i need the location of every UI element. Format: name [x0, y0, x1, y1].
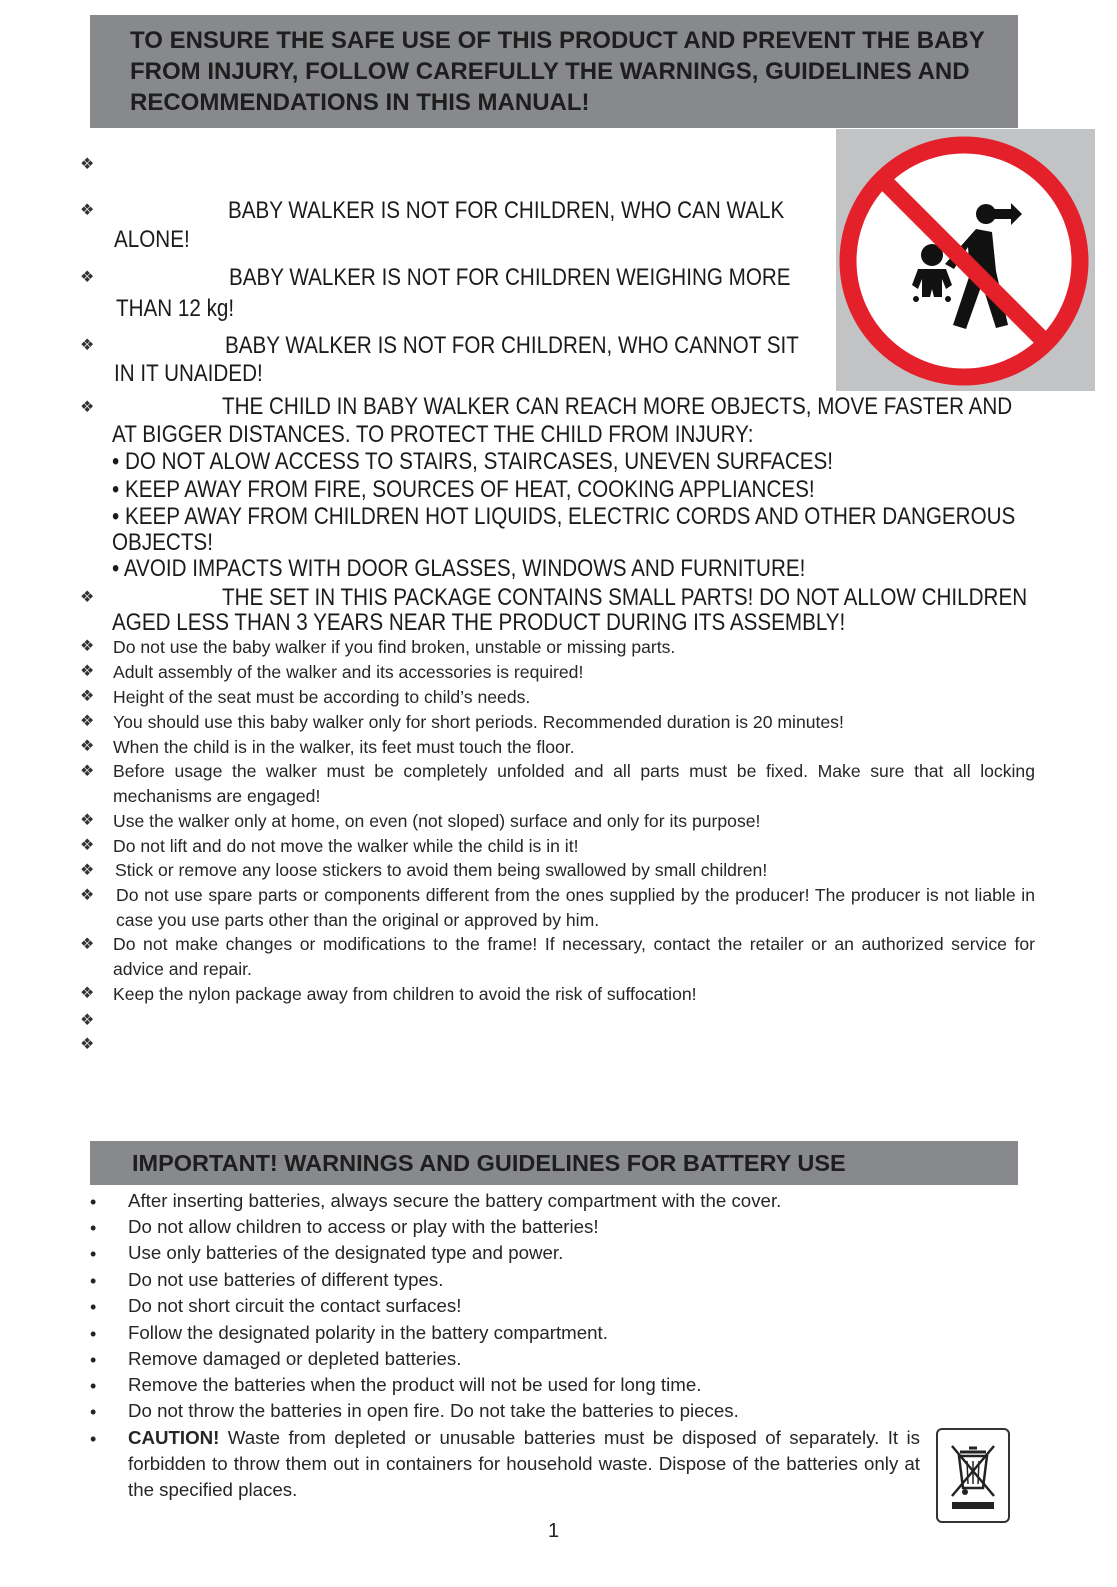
bullet-dot: • [90, 1297, 97, 1317]
crossed-out-wheelie-bin-icon [936, 1428, 1010, 1523]
bullet-dot: • [90, 1218, 97, 1238]
warning-line: THE SET IN THIS PACKAGE CONTAINS SMALL PARTS! DO NOT ALLOW CHILDREN [222, 584, 1028, 611]
warning-line: THE CHILD IN BABY WALKER CAN REACH MORE OBJECTS, MOVE FASTER AND [222, 393, 1013, 420]
battery-warning-banner [90, 1141, 1018, 1185]
battery-item: After inserting batteries, always secure the battery compartment with the cover. [128, 1190, 782, 1211]
banner-line: RECOMMENDATIONS IN THIS MANUAL! [130, 89, 590, 116]
guideline-item: Do not lift and do not move the walker while the child is in it! [113, 836, 579, 856]
battery-item: Do not allow children to access or play with the batteries! [128, 1216, 599, 1237]
battery-item: Remove damaged or depleted batteries. [128, 1348, 462, 1369]
bullet-icon: ❖ [80, 156, 95, 173]
banner-title: IMPORTANT! WARNINGS AND GUIDELINES FOR BATTERY USE [132, 1150, 846, 1176]
top-warning-banner [90, 15, 1018, 128]
bullet-icon: ❖ [80, 837, 95, 854]
warning-line: • KEEP AWAY FROM CHILDREN HOT LIQUIDS, ELECTRIC CORDS AND OTHER DANGEROUS [112, 503, 1016, 530]
warning-line: • AVOID IMPACTS WITH DOOR GLASSES, WINDOWS AND FURNITURE! [112, 555, 806, 582]
guideline-item: Adult assembly of the walker and its accessories is required! [113, 662, 584, 682]
guideline-item: Do not make changes or modifications to the frame! If necessary, contact the retailer or an authorized service for advice and repair. [113, 934, 1035, 979]
bullet-icon: ❖ [80, 202, 95, 219]
caution-text: Waste from depleted or unusable batteries must be disposed of separately. It is forbidden to throw them out in containers for household waste. Dispose of the batteries only at the specified places. [128, 1427, 920, 1500]
bullet-icon: ❖ [80, 812, 95, 829]
warning-line: ALONE! [114, 226, 190, 253]
guideline-item: Do not use the baby walker if you find broken, unstable or missing parts. [113, 637, 676, 657]
battery-item: Use only batteries of the designated type and power. [128, 1242, 564, 1263]
warning-line: IN IT UNAIDED! [114, 360, 263, 387]
warning-line: BABY WALKER IS NOT FOR CHILDREN, WHO CANNOT SIT [225, 332, 799, 359]
bullet-icon: ❖ [80, 713, 95, 730]
bullet-dot: • [90, 1376, 97, 1396]
bullet-icon: ❖ [80, 269, 95, 286]
warning-line: BABY WALKER IS NOT FOR CHILDREN, WHO CAN WALK [228, 197, 785, 224]
bullet-icon: ❖ [80, 688, 95, 705]
battery-item: Do not throw the batteries in open fire. Do not take the batteries to pieces. [128, 1400, 739, 1421]
bullet-icon: ❖ [80, 738, 95, 755]
page-number: 1 [548, 1520, 560, 1542]
warning-line: OBJECTS! [112, 529, 213, 556]
bullet-dot: • [90, 1324, 97, 1344]
bullet-icon: ❖ [80, 936, 95, 953]
warning-line: • KEEP AWAY FROM FIRE, SOURCES OF HEAT, COOKING APPLIANCES! [112, 476, 815, 503]
guideline-item: Height of the seat must be according to child’s needs. [113, 687, 531, 707]
bullet-icon: ❖ [80, 887, 95, 904]
bullet-icon: ❖ [80, 663, 95, 680]
battery-item: Remove the batteries when the product will not be used for long time. [128, 1374, 702, 1395]
no-baby-walker-prohibition-icon [836, 129, 1095, 391]
wheelie-bin-graphic [938, 1430, 1008, 1521]
bullet-dot: • [90, 1429, 97, 1449]
caution-paragraph [128, 1425, 920, 1503]
guideline-item: Do not use spare parts or components different from the ones supplied by the producer! The producer is not liable in case you use parts other than the original or approved by him. [116, 885, 1035, 930]
warning-line: BABY WALKER IS NOT FOR CHILDREN WEIGHING MORE [229, 264, 791, 291]
guideline-item: Keep the nylon package away from children to avoid the risk of suffocation! [113, 984, 697, 1004]
bullet-icon: ❖ [80, 1012, 95, 1029]
guideline-item: Use the walker only at home, on even (not sloped) surface and only for its purpose! [113, 811, 761, 831]
guideline-item: Stick or remove any loose stickers to avoid them being swallowed by small children! [115, 860, 768, 880]
warning-line: THAN 12 kg! [116, 295, 235, 322]
banner-line: TO ENSURE THE SAFE USE OF THIS PRODUCT AND PREVENT THE BABY [130, 27, 985, 54]
bullet-icon: ❖ [80, 337, 95, 354]
bullet-icon: ❖ [80, 638, 95, 655]
guideline-item: Before usage the walker must be completely unfolded and all parts must be fixed. Make sure that all locking mechanisms are engaged! [113, 761, 1035, 806]
bullet-icon: ❖ [80, 862, 95, 879]
warning-line: AT BIGGER DISTANCES. TO PROTECT THE CHILD FROM INJURY: [112, 421, 754, 448]
battery-item: Follow the designated polarity in the battery compartment. [128, 1322, 608, 1343]
bullet-dot: • [90, 1244, 97, 1264]
bullet-icon: ❖ [80, 985, 95, 1002]
bullet-dot: • [90, 1271, 97, 1291]
guideline-item: You should use this baby walker only for short periods. Recommended duration is 20 minutes! [113, 712, 844, 732]
banner-line: FROM INJURY, FOLLOW CAREFULLY THE WARNINGS, GUIDELINES AND [130, 58, 970, 85]
bullet-dot: • [90, 1192, 97, 1212]
battery-item: Do not short circuit the contact surfaces! [128, 1295, 462, 1316]
guideline-item: When the child is in the walker, its feet must touch the floor. [113, 737, 575, 757]
bullet-icon: ❖ [80, 763, 95, 780]
bullet-icon: ❖ [80, 589, 95, 606]
bullet-icon: ❖ [80, 399, 95, 416]
bullet-icon: ❖ [80, 1036, 95, 1053]
bullet-dot: • [90, 1402, 97, 1422]
bullet-dot: • [90, 1350, 97, 1370]
battery-item: Do not use batteries of different types. [128, 1269, 444, 1290]
warning-line: AGED LESS THAN 3 YEARS NEAR THE PRODUCT DURING ITS ASSEMBLY! [112, 609, 846, 636]
warning-line: • DO NOT ALOW ACCESS TO STAIRS, STAIRCASES, UNEVEN SURFACES! [112, 448, 834, 475]
caution-label: CAUTION! [128, 1427, 220, 1448]
prohibition-sign-graphic [836, 129, 1095, 391]
